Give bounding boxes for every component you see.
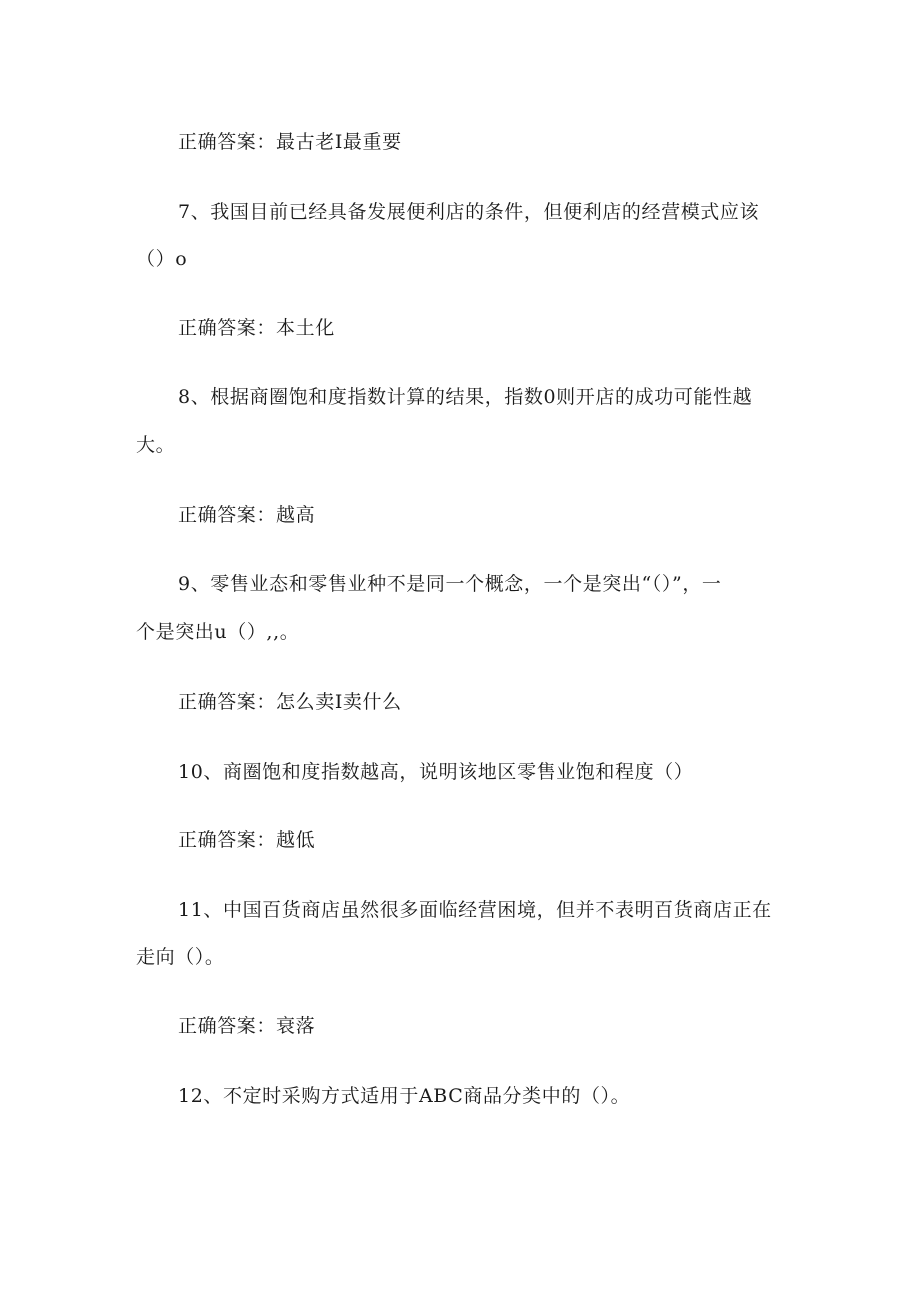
answer-10	[178, 828, 315, 852]
answer-label: 正确答案：	[178, 691, 277, 713]
question-12-line-1: 12、不定时采购方式适用于ABC商品分类中的（）。	[178, 1085, 631, 1107]
answer-label: 正确答案：	[178, 1015, 277, 1037]
answer-label: 正确答案：	[178, 504, 277, 526]
answer-text: 越高	[276, 504, 316, 526]
answer-text: 衰落	[276, 1015, 316, 1037]
answer-label: 正确答案：	[178, 131, 277, 153]
question-11-line-2: 走向（）。	[136, 946, 225, 968]
answer-1	[178, 130, 402, 154]
question-10-line-1: 10、商圈饱和度指数越高，说明该地区零售业饱和程度（）	[178, 761, 694, 783]
answer-text: 最古老Ⅰ最重要	[276, 131, 402, 153]
answer-text: 越低	[276, 829, 316, 851]
answer-label: 正确答案：	[178, 829, 277, 851]
question-9-line-2: 个是突出u（）,,。	[136, 621, 300, 643]
question-9-line-1: 9、零售业态和零售业种不是同一个概念，一个是突出“（）”，一	[178, 573, 722, 595]
question-7-line-2: （）o	[136, 248, 188, 270]
answer-text: 怎么卖Ⅰ卖什么	[276, 691, 402, 713]
answer-8	[178, 503, 315, 527]
answer-9	[178, 690, 402, 714]
answer-label: 正确答案：	[178, 317, 277, 339]
question-7-line-1: 7、我国目前已经具备发展便利店的条件，但便利店的经营模式应该	[178, 201, 760, 223]
answer-11	[178, 1014, 315, 1038]
answer-7	[178, 316, 335, 340]
question-11-line-1: 11、中国百货商店虽然很多面临经营困境，但并不表明百货商店正在	[178, 899, 772, 921]
question-8-line-1: 8、根据商圈饱和度指数计算的结果，指数0则开店的成功可能性越	[178, 386, 753, 408]
answer-text: 本土化	[276, 317, 335, 339]
question-8-line-2: 大。	[136, 434, 176, 456]
